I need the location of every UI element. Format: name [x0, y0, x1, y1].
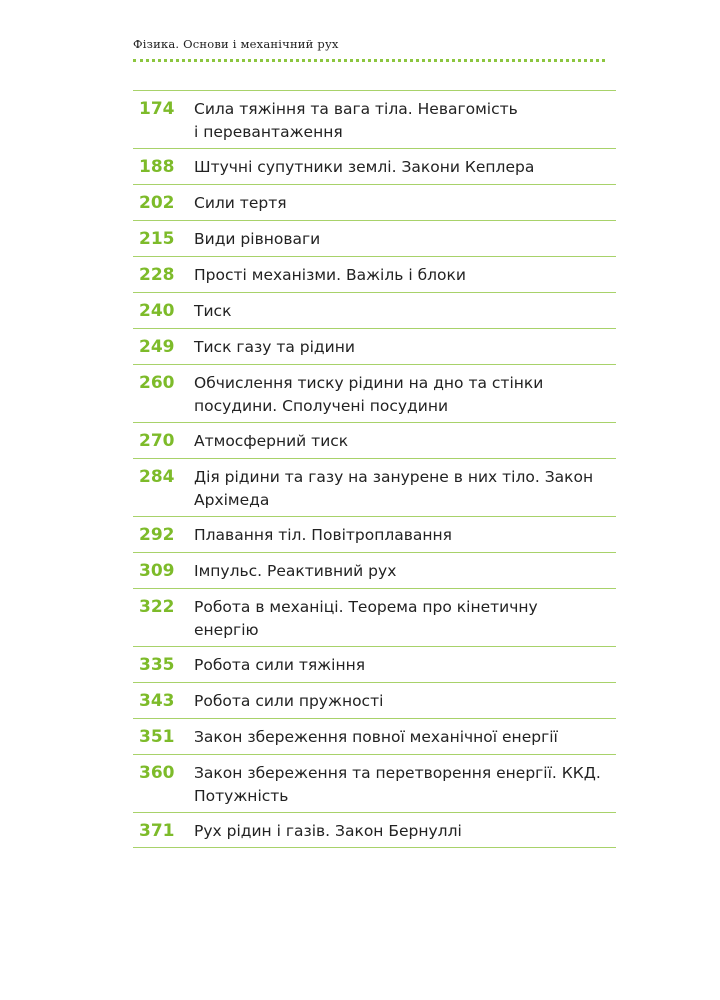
- toc-page-number: 249: [139, 337, 175, 357]
- toc-entry[interactable]: [133, 718, 616, 754]
- toc-entry-title: Прості механізми. Важіль і блоки: [194, 266, 466, 284]
- toc-page-number: 215: [139, 229, 175, 249]
- toc-page-number: 188: [139, 157, 175, 177]
- toc-entry[interactable]: [133, 220, 616, 256]
- toc-entry-title: Закон збереження повної механічної енергії: [194, 728, 558, 746]
- toc-entry-title: Штучні супутники землі. Закони Кеплера: [194, 158, 535, 176]
- toc-entry[interactable]: [133, 812, 616, 848]
- toc-entry[interactable]: [133, 292, 616, 328]
- toc-entry-title: Робота сили тяжіння: [194, 656, 366, 674]
- toc-entry-title: Атмосферний тиск: [194, 432, 349, 450]
- toc-entry-title: Рух рідин і газів. Закон Бернуллі: [194, 822, 462, 840]
- toc-entry[interactable]: [133, 754, 616, 812]
- toc-entry[interactable]: [133, 516, 616, 552]
- toc-entry-title: Робота сили пружності: [194, 692, 384, 710]
- toc-entry-title: Види рівноваги: [194, 230, 321, 248]
- table-of-contents: [133, 90, 616, 848]
- toc-entry[interactable]: [133, 458, 616, 516]
- toc-entry[interactable]: [133, 90, 616, 148]
- toc-entry-title: Плавання тіл. Повітроплавання: [194, 526, 453, 544]
- toc-page-number: 371: [139, 821, 175, 841]
- toc-entry-title: Тиск: [194, 302, 232, 320]
- toc-entry[interactable]: [133, 588, 616, 646]
- toc-page-number: 292: [139, 525, 175, 545]
- toc-entry-title: Закон збереження та перетворення енергії. ККД. Потужність: [194, 764, 601, 805]
- toc-entry-title: Імпульс. Реактивний рух: [194, 562, 397, 580]
- toc-page-number: 360: [139, 763, 175, 783]
- running-head: Фізика. Основи і механічний рух: [133, 37, 339, 51]
- toc-entry[interactable]: [133, 256, 616, 292]
- toc-entry[interactable]: [133, 682, 616, 718]
- toc-page-number: 351: [139, 727, 175, 747]
- toc-page-number: 260: [139, 373, 175, 393]
- toc-page-number: 228: [139, 265, 175, 285]
- toc-entry[interactable]: [133, 364, 616, 422]
- toc-page-number: 202: [139, 193, 175, 213]
- toc-entry-title: Сили тертя: [194, 194, 287, 212]
- toc-page-number: 270: [139, 431, 175, 451]
- toc-entry[interactable]: [133, 552, 616, 588]
- toc-entry[interactable]: [133, 184, 616, 220]
- toc-entry-title: Робота в механіці. Теорема про кінетичну енергію: [194, 598, 538, 639]
- toc-entry-title: Дія рідини та газу на занурене в них тіло. Закон Архімеда: [194, 468, 594, 509]
- toc-entry[interactable]: [133, 328, 616, 364]
- toc-entry-title: Тиск газу та рідини: [194, 338, 355, 356]
- toc-page-number: 284: [139, 467, 175, 487]
- toc-page-number: 335: [139, 655, 175, 675]
- toc-entry-title: Обчислення тиску рідини на дно та стінки посудини. Сполучені посудини: [194, 374, 544, 415]
- toc-page-number: 309: [139, 561, 175, 581]
- toc-page-number: 322: [139, 597, 175, 617]
- toc-page-number: 240: [139, 301, 175, 321]
- toc-page-number: 174: [139, 99, 175, 119]
- toc-entry[interactable]: [133, 646, 616, 682]
- toc-entry[interactable]: [133, 422, 616, 458]
- toc-entry-title: Сила тяжіння та вага тіла. Невагомість і перевантаження: [194, 100, 518, 141]
- toc-entry[interactable]: [133, 148, 616, 184]
- toc-page-number: 343: [139, 691, 175, 711]
- header-dotted-rule: [133, 59, 605, 62]
